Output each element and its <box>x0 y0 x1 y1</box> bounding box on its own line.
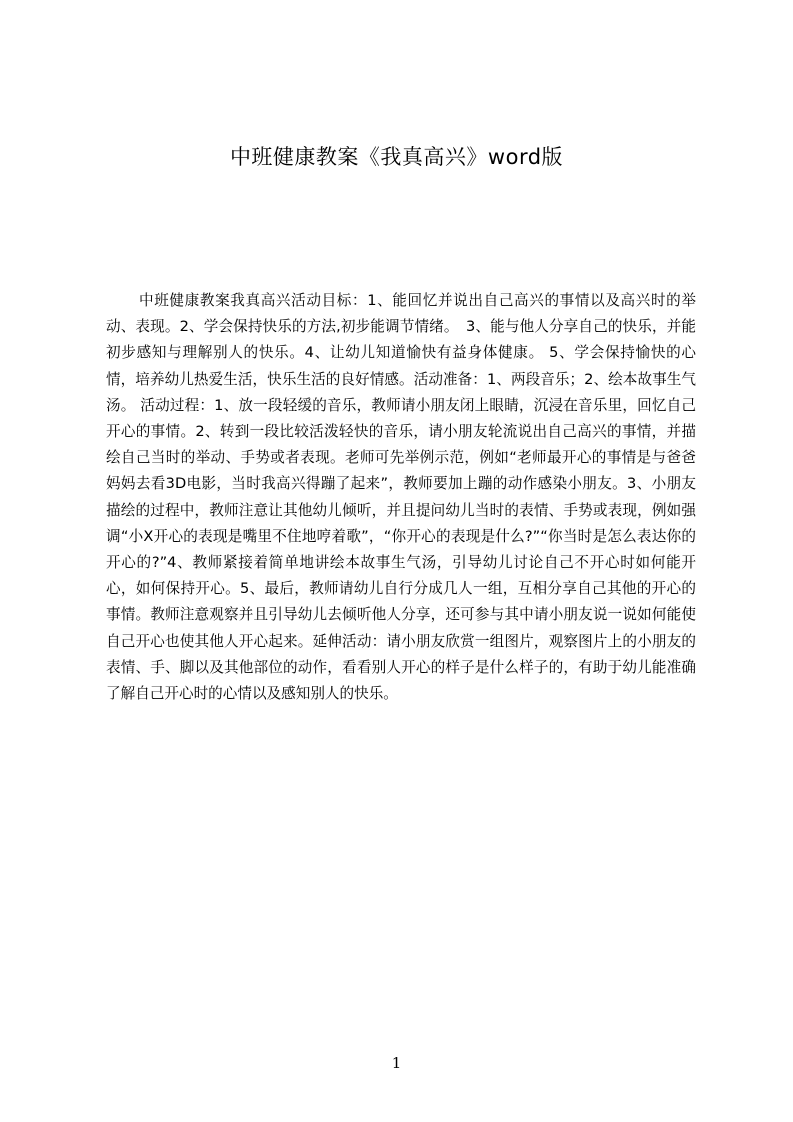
body-paragraph: 中班健康教案我真高兴活动目标：1、能回忆并说出自己高兴的事情以及高兴时的举动、表现。2、学会保持快乐的方法,初步能调节情绪。 3、能与他人分享自己的快乐，并能初步感知与理解别人的快乐。4、让幼儿知道愉快有益身体健康。 5、学会保持愉快的心情，培养幼儿热爱生活，快乐生活的良好情感。活动准备：1、两段音乐；2、绘本故事生气汤。 活动过程：1、放一段轻缓的音乐，教师请小朋友闭上眼睛，沉浸在音乐里，回忆自己开心的事情。2、转到一段比较活泼轻快的音乐，请小朋友轮流说出自己高兴的事情，并描绘自己当时的举动、手势或者表现。老师可先举例示范，例如“老师最开心的事情是与爸爸妈妈去看3D电影，当时我高兴得蹦了起来”，教师要加上蹦的动作感染小朋友。3、小朋友描绘的过程中，教师注意让其他幼儿倾听，并且提问幼儿当时的表情、手势或表现，例如强调“小X开心的表现是嘴里不住地哼着歌”，“你开心的表现是什么?”“你当时是怎么表达你的开心的?”4、教师紧接着简单地讲绘本故事生气汤，引导幼儿讨论自己不开心时如何能开心，如何保持开心。5、最后，教师请幼儿自行分成几人一组，互相分享自己其他的开心的事情。教师注意观察并且引导幼儿去倾听他人分享，还可参与其中请小朋友说一说如何能使自己开心也使其他人开心起来。延伸活动：请小朋友欣赏一组图片，观察图片上的小朋友的表情、手、脚以及其他部位的动作，看看别人开心的样子是什么样子的，有助于幼儿能准确了解自己开心时的心情以及感知别人的快乐。 <box>106 292 696 703</box>
page-title: 中班健康教案《我真高兴》word版 <box>229 145 564 169</box>
page-number: 1 <box>391 1054 402 1072</box>
